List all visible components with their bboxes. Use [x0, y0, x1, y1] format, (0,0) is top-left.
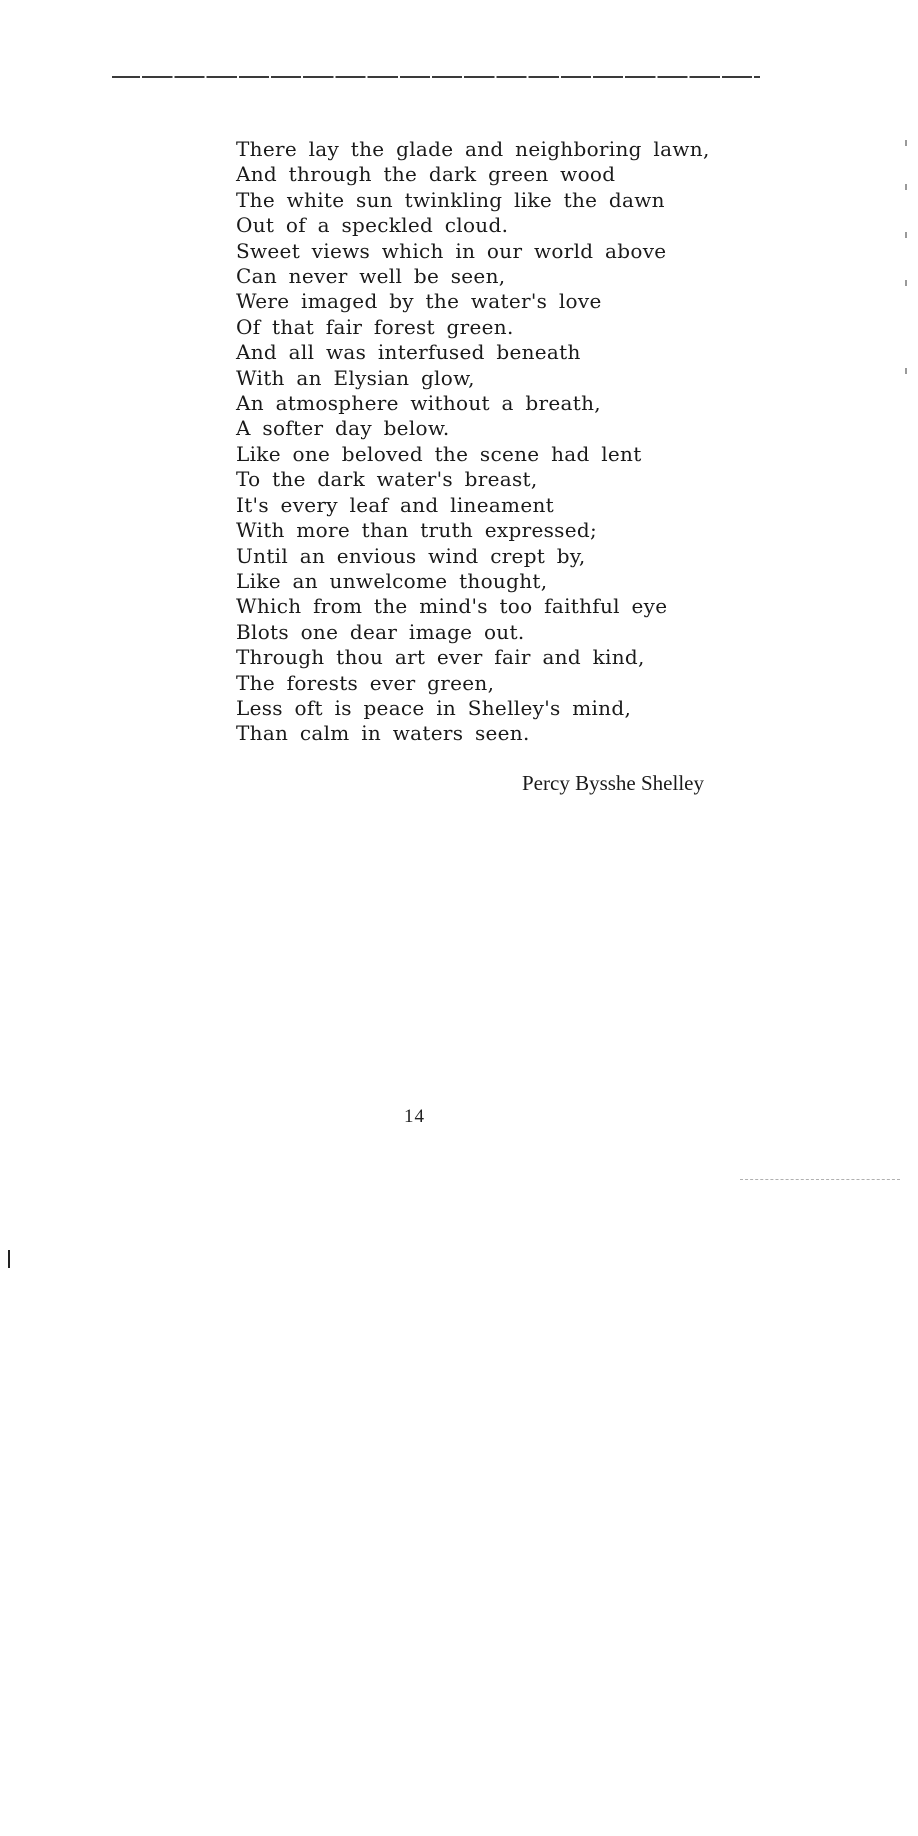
scan-bottom-marks: [740, 1179, 900, 1180]
poem-line: Sweet views which in our world above: [236, 238, 667, 263]
top-rule: [112, 76, 760, 78]
poem-line: And all was interfused beneath: [236, 340, 581, 365]
poem-line: It's every leaf and lineament: [236, 492, 554, 517]
poem-line: Like an unwelcome thought,: [236, 568, 548, 593]
poem-line: Through thou art ever fair and kind,: [236, 645, 645, 670]
margin-mark: [8, 1250, 10, 1268]
poem-line: Which from the mind's too faithful eye: [236, 594, 668, 619]
poem-line: Were imaged by the water's love: [236, 289, 602, 314]
poem-line: With more than truth expressed;: [236, 518, 597, 543]
poem-line: Of that fair forest green.: [236, 314, 514, 339]
poem-line: The forests ever green,: [236, 670, 495, 695]
poem-line: And through the dark green wood: [236, 162, 616, 187]
poem-line: An atmosphere without a breath,: [236, 391, 601, 416]
poem-line: There lay the glade and neighboring lawn,: [236, 137, 710, 161]
poem-line: With an Elysian glow,: [236, 365, 475, 390]
poem-line: Out of a speckled cloud.: [236, 213, 509, 238]
poem-line: The white sun twinkling like the dawn: [236, 187, 665, 212]
poem-line: Than calm in waters seen.: [236, 721, 530, 746]
poem-line: Like one beloved the scene had lent: [236, 441, 642, 466]
poem-line: Less oft is peace in Shelley's mind,: [236, 695, 632, 720]
page-number: 14: [404, 1106, 425, 1127]
poem-body: [236, 137, 796, 747]
poem-attribution: Percy Bysshe Shelley: [522, 771, 704, 795]
poem-line: A softer day below.: [236, 416, 450, 441]
scan-edge-marks: [905, 140, 911, 380]
poem-line: Blots one dear image out.: [236, 619, 525, 644]
poem-line: To the dark water's breast,: [236, 467, 538, 492]
poem-line: Can never well be seen,: [236, 264, 506, 289]
poem-line: Until an envious wind crept by,: [236, 543, 586, 568]
